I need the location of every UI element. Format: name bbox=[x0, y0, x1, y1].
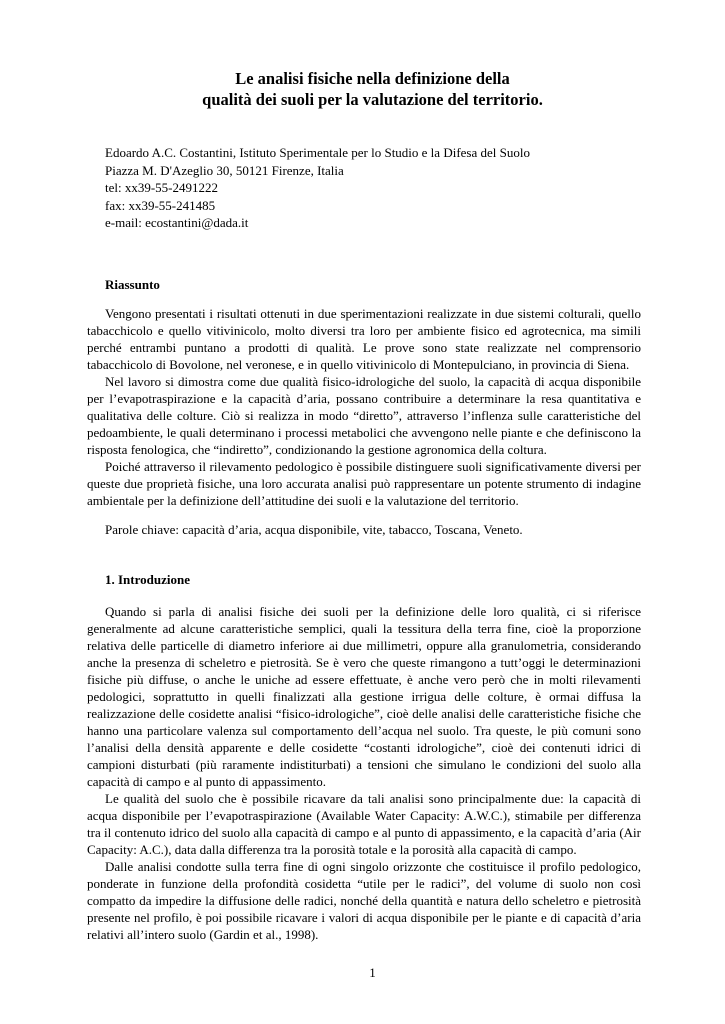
intro-paragraph: Dalle analisi condotte sulla terra fine di ogni singolo orizzonte che costituisce il profilo pedologico, ponderate in funzione della profondità cosidetta “utile per le radici”, del volume di suolo non così compatto da impedire la diffusione delle radici, nonché della quantità e natura dello scheletro e pietrosità presente nel profilo, è poi possibile ricavare i valori di acqua disponibile per le piante e di capacità d’aria relativi all’intero suolo (Gardin et al., 1998). bbox=[87, 859, 641, 942]
introduction-body bbox=[87, 603, 641, 943]
author-address: Piazza M. D'Azeglio 30, 50121 Firenze, Italia bbox=[105, 162, 344, 178]
section-heading-introduction: 1. Introduzione bbox=[105, 572, 190, 587]
author-fax: fax: xx39-55-241485 bbox=[105, 197, 216, 213]
page-number: 1 bbox=[369, 965, 376, 980]
abstract-heading: Riassunto bbox=[105, 277, 160, 292]
abstract-body bbox=[87, 305, 641, 509]
author-phone: tel: xx39-55-2491222 bbox=[105, 180, 219, 195]
abstract-paragraph: Poiché attraverso il rilevamento pedologico è possibile distinguere suoli significativamente diversi per queste due proprietà fisiche, una loro accurata analisi può rappresentare un potente strumento di indagine ambientale per la definizione dell’attitudine dei suoli e la valutazione del territorio. bbox=[87, 459, 641, 508]
intro-paragraph: Quando si parla di analisi fisiche dei suoli per la definizione delle loro qualità, ci si riferisce generalmente ad alcune caratteristiche semplici, quali la tessitura della terra fine, cioè la proporzione relativa delle particelle di diametro inferiore ai due millimetri, oppure alla granulometria, considerando anche la presenza di scheletro e pietrosità. Se è vero che queste rimangono a tutt’oggi le determinazioni fisiche più diffuse, o anche le uniche ad essere effettuate, è anche vero però che in molti rilevamenti pedologici, soprattutto in quelli finalizzati alla gestione irrigua delle colture, è ormai diffusa la realizzazione delle cosidette analisi “fisico-idrologiche”, cioè delle analisi delle caratteristiche fisiche che hanno una particolare valenza sul comportamento dell’acqua nel suolo. Tra queste, le più comuni sono l’analisi della densità apparente e delle cosidette “costanti idrologiche”, cioè dei contenuti idrici di campioni disturbati (più raramente indistiturbati) a tensioni che simulano le condizioni del suolo alla capacità di campo e al punto di appassimento. bbox=[87, 604, 641, 789]
abstract-paragraph: Nel lavoro si dimostra come due qualità fisico-idrologiche del suolo, la capacità di acqua disponibile per l’evapotraspirazione e la capacità d’aria, possano contribuire a determinare la resa quantitativa e qualitativa delle colture. Ciò si realizza in modo “diretto”, attraverso l’inflenza sulle caratteristiche del pedoambiente, le quali determinano i processi metabolici che avvengono nelle piante e che definiscono la risposta fenologica, che “indiretto”, condizionando la gestione agronomica della coltura. bbox=[87, 374, 641, 457]
intro-paragraph: Le qualità del suolo che è possibile ricavare da tali analisi sono principalmente due: la capacità di acqua disponibile per l’evapotraspirazione (Available Water Capacity: A.W.C.), stimabile per differenza tra il contenuto idrico del suolo alla capacità di campo e al punto di appassimento, e la capacità d’aria (Air Capacity: A.C.), data dalla differenza tra la porosità totale e la porosità alla capacità di campo. bbox=[87, 791, 641, 857]
title-line-1: Le analisi fisiche nella definizione della bbox=[235, 69, 510, 88]
author-affiliation: Edoardo A.C. Costantini, Istituto Sperimentale per lo Studio e la Difesa del Suolo bbox=[105, 145, 530, 160]
paper-title bbox=[0, 68, 725, 110]
keywords-line: Parole chiave: capacità d’aria, acqua disponibile, vite, tabacco, Toscana, Veneto. bbox=[105, 522, 523, 537]
author-block bbox=[105, 144, 665, 232]
title-line-2: qualità dei suoli per la valutazione del territorio. bbox=[202, 90, 543, 109]
author-email: e-mail: ecostantini@dada.it bbox=[105, 215, 249, 230]
abstract-paragraph: Vengono presentati i risultati ottenuti in due sperimentazioni realizzate in due sistemi colturali, quello tabacchicolo e quello vitivinicolo, molto diversi tra loro per ambiente fisico ed agrotecnica, ma simili perché entrambi puntano a prodotti di qualità. Le prove sono state realizzate nel comprensorio tabacchicolo di Bovolone, nel veronese, e in quello vitivinicolo di Montepulciano, in provincia di Siena. bbox=[87, 306, 641, 372]
